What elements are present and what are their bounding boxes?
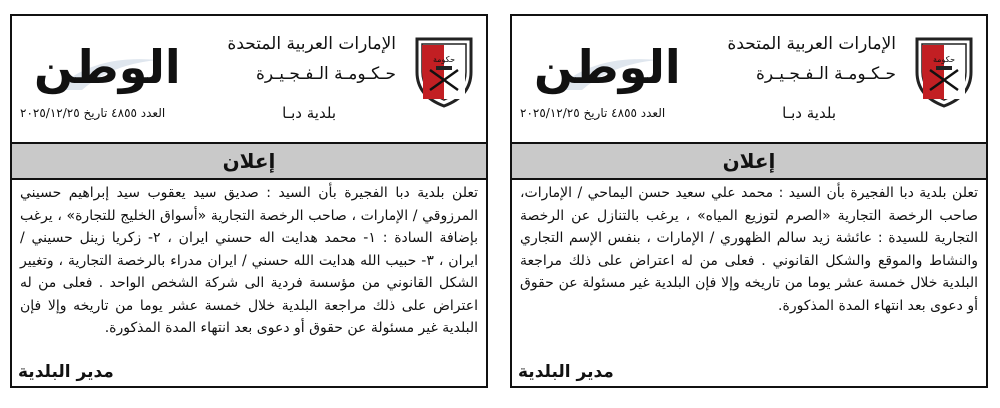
announcement-title: إعلان: [222, 149, 276, 173]
announcement-right: [510, 14, 988, 388]
announcement-body: تعلن بلدية دبا الفجيرة بأن السيد : صديق سيد يعقوب سيد إبراهيم حسيني المرزوقي / الإمارات ، صاحب الرخصة التجارية «أسواق الخليج للتجارة» ، يرغب بإضافة السادة : ١- محمد هدايت اله حسني ايران ، ٢- زكريا زينل حسيني / ايران ، ٣- حبيب الله هدايت الله حسني / ايران مدراء بالرخصة التجارية ، وتغيير الشكل القانوني من مؤسسة فردية الى شركة الشخص الواحد . فعلى من له اعتراض على ذلك مراجعة البلدية خلال خمسة عشر يوما من تاريخه وإلا فإن البلدية غير مسئولة عن حقوق أو دعوى بعد انتهاء المدة المذكورة.: [20, 185, 478, 336]
announcement-title-bar: [512, 142, 986, 180]
svg-text:حكومة: حكومة: [932, 55, 956, 64]
signature: مدير البلدية: [518, 362, 614, 382]
gov-line1: الإمارات العربية المتحدة: [727, 34, 896, 54]
svg-text:حكومة: حكومة: [432, 55, 456, 64]
ad-header: [12, 16, 486, 142]
fujairah-emblem-icon: [414, 36, 474, 108]
announcement-body: تعلن بلدية دبا الفجيرة بأن السيد : محمد علي سعيد حسن اليماحي / الإمارات، صاحب الرخصة التجارية «الصرم لتوزيع المياه» ، يرغب بالتنازل عن الرخصة التجارية للسيدة : عائشة زيد سالم الظهوري / الإمارات ، بنفس الإسم التجاري والنشاط والموقع والشكل القانوني . فعلى من له اعتراض على ذلك مراجعة البلدية خلال خمسة عشر يوما من تاريخه وإلا فإن البلدية غير مسئولة عن حقوق أو دعوى بعد انتهاء المدة المذكورة.: [520, 185, 978, 314]
announcement-left: [10, 14, 488, 388]
issue-info: العدد ٤٨٥٥ تاريخ ٢٠٢٥/١٢/٢٥: [520, 106, 666, 120]
gov-line2: حـكـومـة الـفـجـيـرة: [255, 64, 396, 84]
newspaper-logo: الوطن: [34, 40, 181, 94]
gov-line1: الإمارات العربية المتحدة: [227, 34, 396, 54]
signature: مدير البلدية: [18, 362, 114, 382]
issue-info: العدد ٤٨٥٥ تاريخ ٢٠٢٥/١٢/٢٥: [20, 106, 166, 120]
announcement-title: إعلان: [722, 149, 776, 173]
gov-line2: حـكـومـة الـفـجـيـرة: [755, 64, 896, 84]
announcement-title-bar: [12, 142, 486, 180]
ad-header: [512, 16, 986, 142]
municipality-name: بلدية دبـا: [782, 104, 836, 122]
fujairah-emblem-icon: [914, 36, 974, 108]
newspaper-logo: الوطن: [534, 40, 681, 94]
municipality-name: بلدية دبـا: [282, 104, 336, 122]
